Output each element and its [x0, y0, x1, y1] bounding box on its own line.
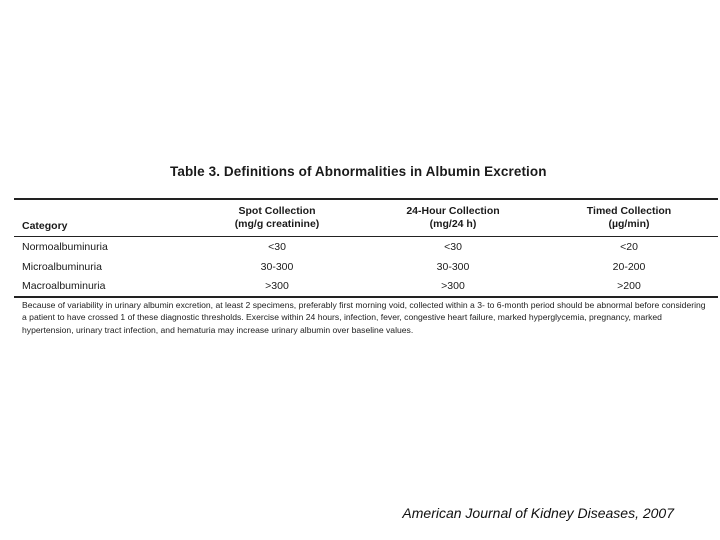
- header-spot-collection: [218, 205, 336, 231]
- row-24h-value: <30: [444, 241, 462, 253]
- row-timed-value: <20: [620, 241, 638, 253]
- header-timed-title: Timed Collection: [586, 205, 672, 217]
- table-row: [0, 239, 720, 257]
- header-spot-unit: (mg/g creatinine): [234, 218, 320, 230]
- row-24h-value: 30-300: [436, 261, 470, 273]
- header-24-hour-collection: [392, 205, 514, 231]
- row-category: Normoalbuminuria: [22, 241, 108, 253]
- header-bottom-rule: [14, 236, 718, 237]
- row-timed-value: >200: [617, 280, 641, 292]
- header-24h-unit: (mg/24 h): [429, 218, 477, 230]
- table-row: [0, 278, 720, 296]
- header-24h-title: 24-Hour Collection: [406, 205, 500, 217]
- header-timed-unit: (µg/min): [608, 218, 650, 230]
- row-spot-value: >300: [265, 280, 289, 292]
- row-spot-value: <30: [268, 241, 286, 253]
- table-row: [0, 259, 720, 277]
- row-category: Microalbuminuria: [22, 261, 102, 273]
- row-spot-value: 30-300: [260, 261, 294, 273]
- row-timed-value: 20-200: [612, 261, 646, 273]
- row-category: Macroalbuminuria: [22, 280, 106, 292]
- table-top-rule: [14, 198, 718, 200]
- table-title: Table 3. Definitions of Abnormalities in Albumin Excretion: [170, 164, 547, 179]
- row-24h-value: >300: [441, 280, 465, 292]
- header-spot-title: Spot Collection: [238, 205, 316, 217]
- header-timed-collection: [570, 205, 688, 231]
- table-footnote: Because of variability in urinary albumin excretion, at least 2 specimens, preferably first morning void, collected within a 3- to 6-month period should be abnormal before considering a patient to have crossed 1 of these diagnostic thresholds. Exercise within 24 hours, infection, fever, congestive heart failure, marked hyperglycemia, pregnancy, marked hypertension, urinary tract infection, and hematuria may increase urinary albumin over baseline values.: [22, 300, 706, 335]
- source-citation: American Journal of Kidney Diseases, 2007: [402, 505, 674, 521]
- header-category: Category: [22, 220, 68, 232]
- table-bottom-rule: [14, 296, 718, 298]
